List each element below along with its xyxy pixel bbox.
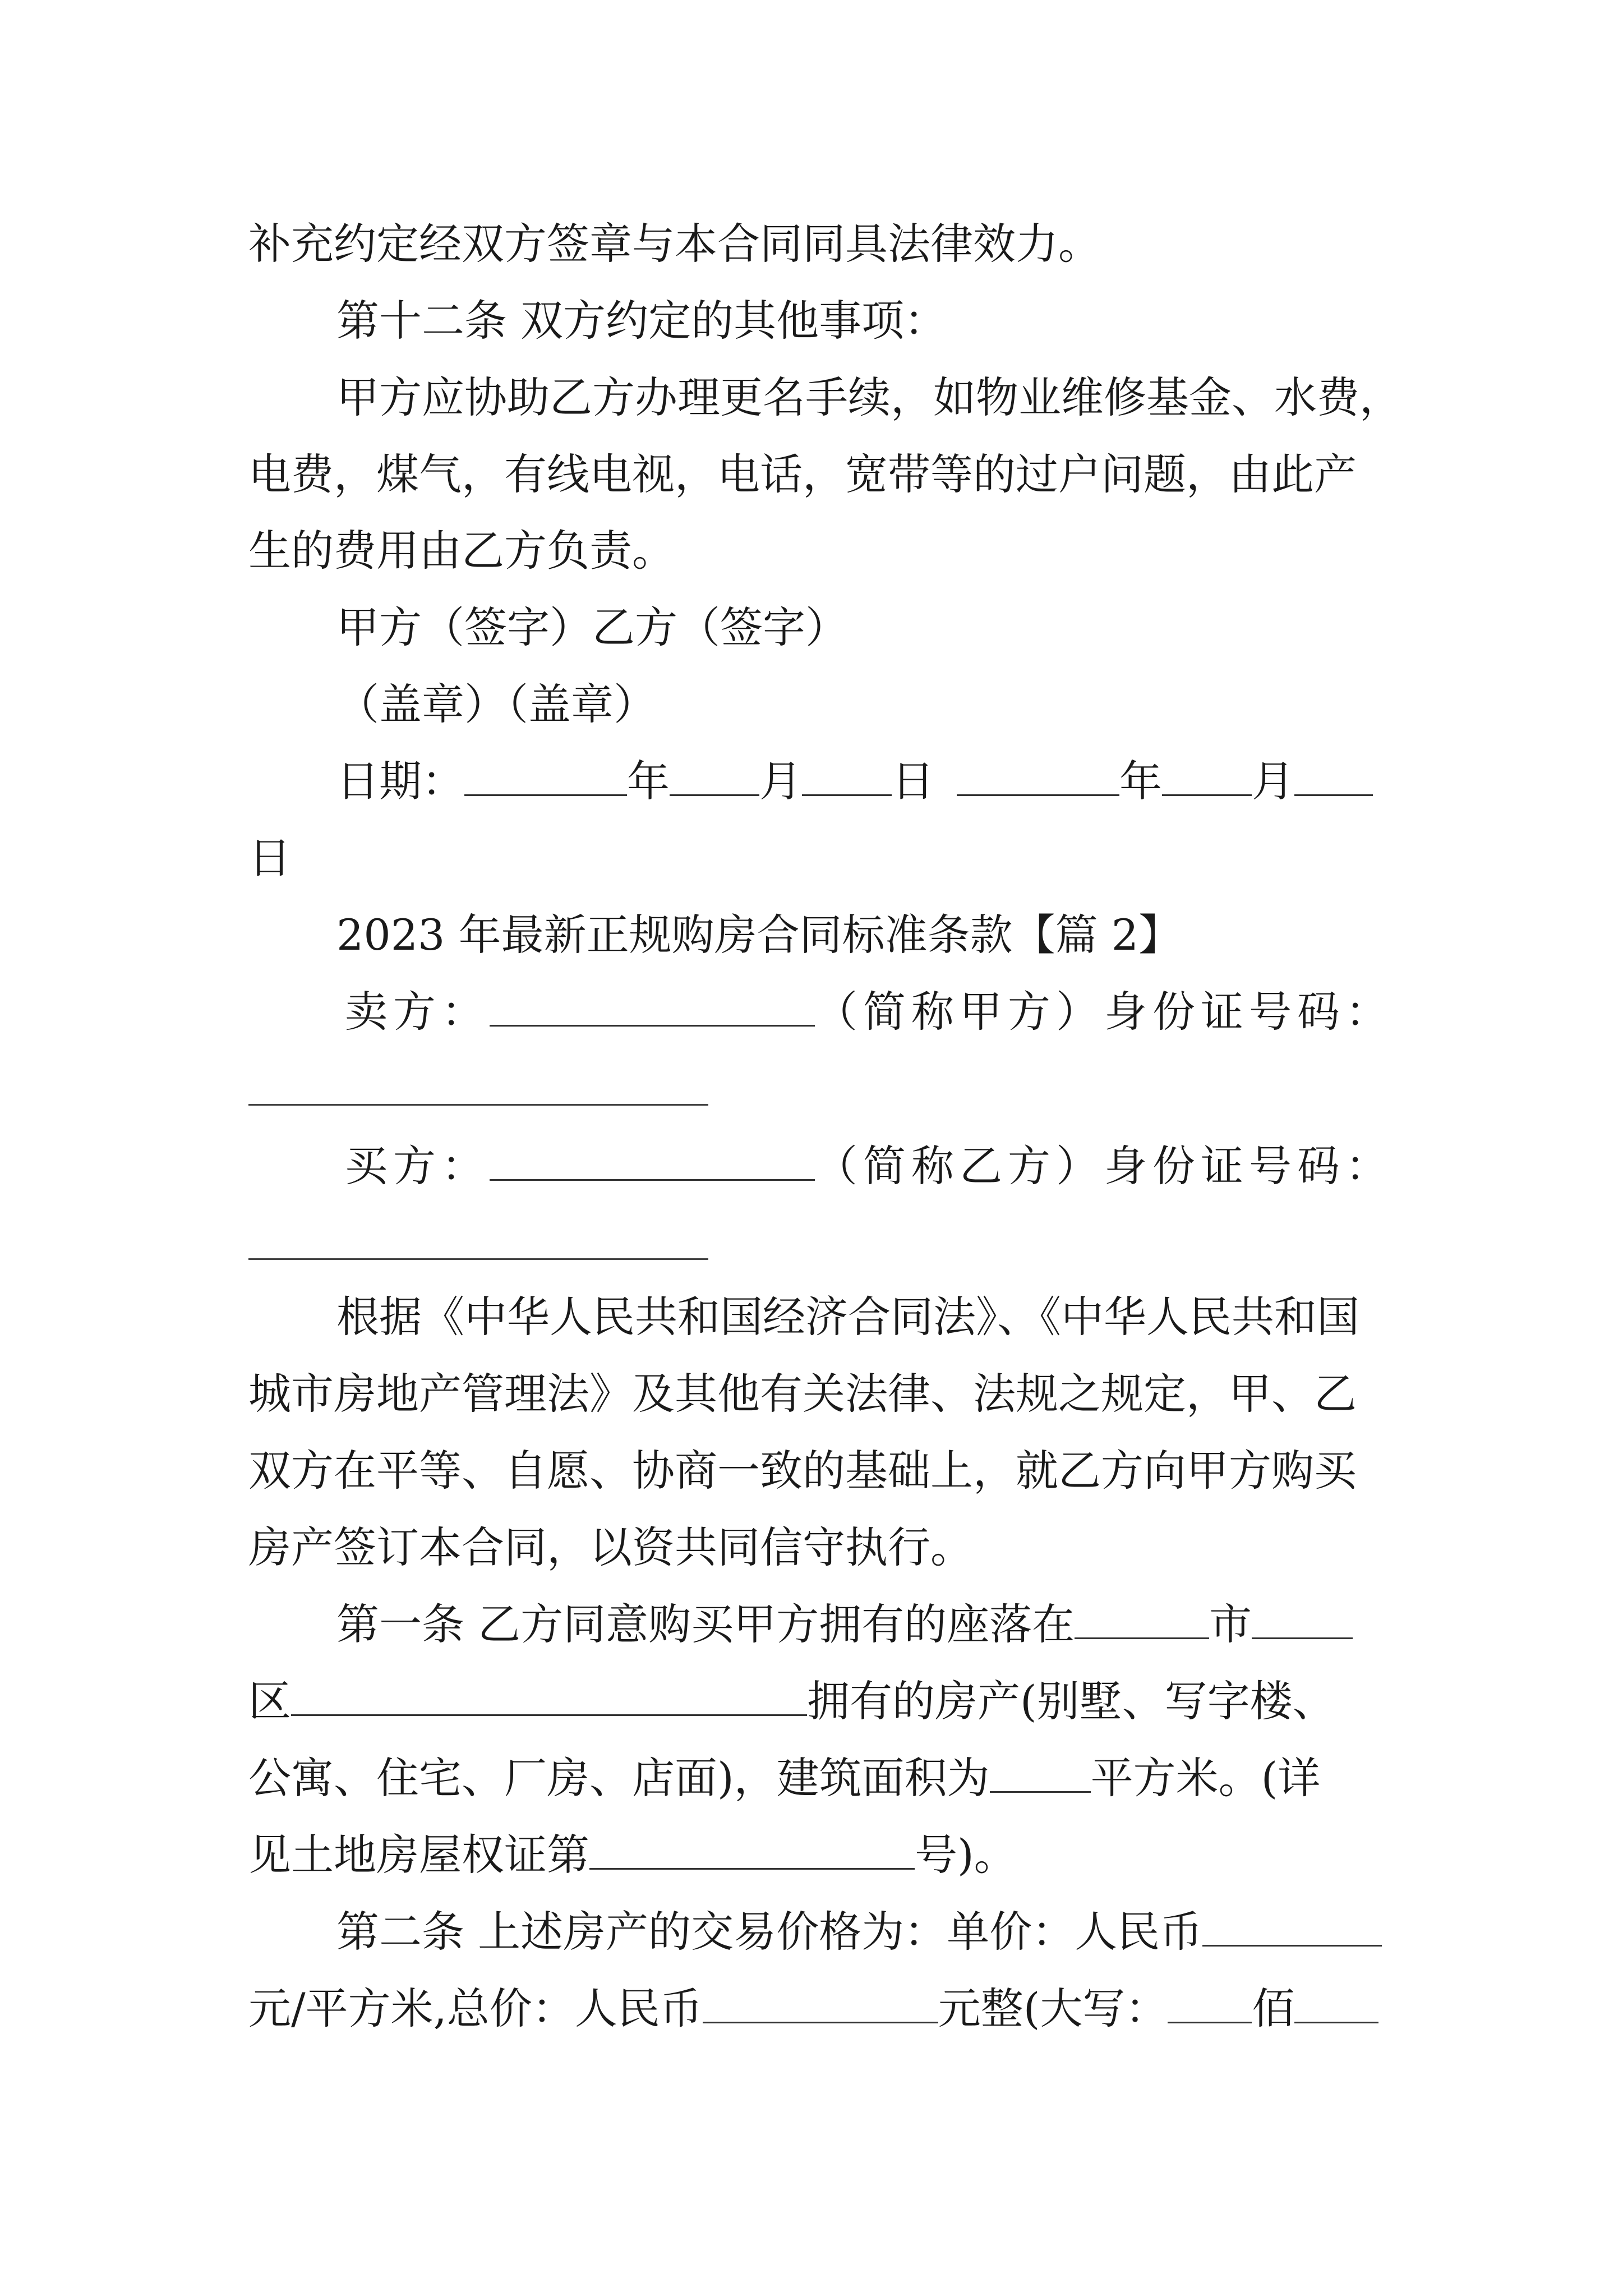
day-label: 日 [892, 756, 934, 806]
article-1-line3: 公寓、住宅、厂房、店面)，建筑面积为 [248, 1753, 990, 1803]
article-2-start: 第二条 上述房产的交易价格为：单价：人民币 [336, 1907, 1203, 1957]
seal-line: （盖章）（盖章） [336, 679, 656, 729]
article-1-line4: 见土地房屋权证第 [248, 1830, 589, 1880]
buyer-id-blank[interactable] [248, 1258, 708, 1260]
text-line: 电费，煤气，有线电视，电话，宽带等的过户问题，由此产 [248, 449, 1357, 499]
preamble-line: 双方在平等、自愿、协商一致的基础上，就乙方向甲方购买 [248, 1446, 1357, 1496]
city-label: 市 [1209, 1599, 1252, 1649]
text-line: 补充约定经双方签章与本合同同具法律效力。 [248, 219, 1101, 269]
article-1-line [248, 1750, 1320, 1806]
article-12-heading: 第十二条 双方约定的其他事项： [336, 296, 947, 346]
area-blank[interactable] [990, 1759, 1091, 1793]
certificate-no-blank[interactable] [589, 1835, 915, 1870]
buyer-label: 买方： [345, 1141, 490, 1191]
section-title: 2023 年最新正规购房合同标准条款【篇 2】 [336, 910, 1182, 960]
unit-price-blank[interactable] [1202, 1912, 1382, 1947]
article-2-line [248, 1981, 1378, 2037]
buyer-name-blank[interactable] [490, 1147, 815, 1181]
article-1-line [336, 1596, 1353, 1653]
article-1-line [248, 1673, 1335, 1729]
seller-name-blank[interactable] [490, 992, 815, 1027]
month-blank-2[interactable] [1162, 762, 1252, 796]
seller-id-blank[interactable] [248, 1104, 708, 1106]
article-2-line [336, 1904, 1382, 1960]
buyer-line [345, 1138, 1394, 1194]
preamble-line: 城市房地产管理法》及其他有关法律、法规之规定，甲、乙 [248, 1369, 1357, 1419]
hundreds-label: 佰 [1252, 1984, 1295, 2033]
signature-line: 甲方（签字）乙方（签字） [336, 602, 848, 652]
day-blank-2[interactable] [1294, 762, 1373, 796]
date-line-tail: 日 [248, 833, 291, 883]
month-label: 月 [759, 756, 802, 806]
buyer-abbr: （简称乙方）身份证号码： [815, 1141, 1394, 1191]
article-1-line [248, 1827, 1017, 1883]
year-label: 年 [627, 756, 670, 806]
location-blank[interactable] [291, 1682, 807, 1716]
year-label-2: 年 [1119, 756, 1162, 806]
certificate-no-label: 号)。 [915, 1830, 1017, 1880]
article-1-start: 第一条 乙方同意购买甲方拥有的座落在 [336, 1599, 1075, 1649]
seller-line [345, 984, 1394, 1040]
city-blank[interactable] [1075, 1605, 1209, 1639]
text-line: 生的费用由乙方负责。 [248, 526, 675, 576]
date-label: 日期： [336, 756, 464, 806]
text-line: 甲方应协助乙方办理更名手续，如物业维修基金、水费， [336, 372, 1402, 422]
district-label: 区 [248, 1676, 291, 1726]
year-blank[interactable] [464, 762, 627, 796]
day-blank[interactable] [802, 762, 892, 796]
hundreds-blank[interactable] [1168, 1989, 1252, 2023]
month-blank[interactable] [670, 762, 759, 796]
preamble-line: 房产签订本合同，以资共同信守执行。 [248, 1522, 973, 1572]
seller-abbr: （简称甲方）身份证号码： [815, 987, 1394, 1037]
seller-label: 卖方： [345, 987, 490, 1037]
tens-blank[interactable] [1294, 1989, 1378, 2023]
sqm-label: 平方米。(详 [1090, 1753, 1321, 1803]
total-label: 元整(大写： [938, 1984, 1168, 2033]
unit-label: 元/平方米,总价：人民币 [248, 1984, 703, 2033]
preamble-line: 根据《中华人民共和国经济合同法》、《中华人民共和国 [336, 1292, 1359, 1342]
date-line [336, 753, 1373, 809]
year-blank-2[interactable] [957, 762, 1119, 796]
article-1-mid: 拥有的房产(别墅、写字楼、 [807, 1676, 1335, 1726]
month-label-2: 月 [1252, 756, 1294, 806]
total-price-blank[interactable] [703, 1989, 938, 2023]
district-blank[interactable] [1252, 1605, 1353, 1639]
